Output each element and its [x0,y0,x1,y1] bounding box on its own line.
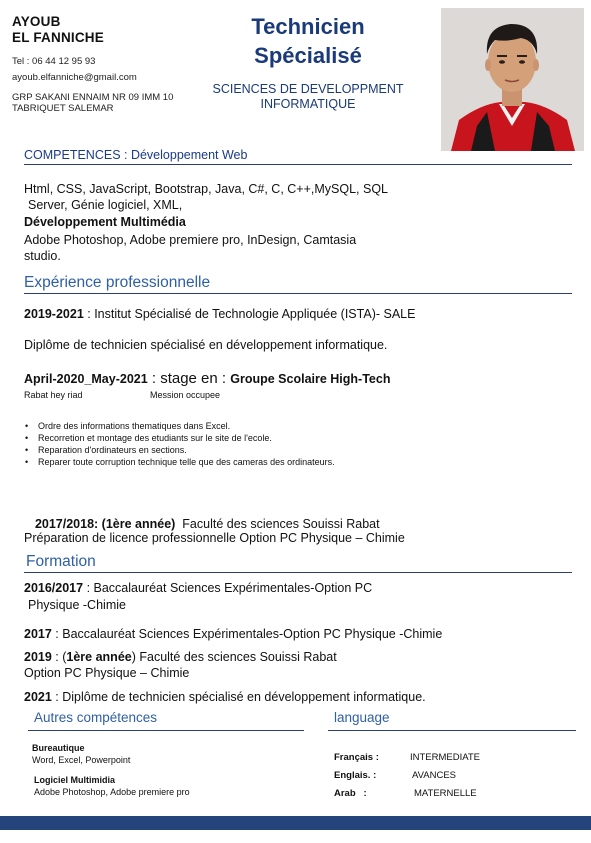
competences-line-4: studio. [24,249,61,263]
language-heading: language [334,710,390,725]
autres-heading: Autres compétences [34,710,158,725]
skill-2-value: Adobe Photoshop, Adobe premiere pro [34,787,190,797]
language-2-name: Englais. : [334,770,377,781]
job-title-line-1: Technicien [251,14,365,39]
list-item: • Ordre des informations thematiques dans Excel. [24,420,335,432]
formation-2-text: : Baccalauréat Sciences Expérimentales-Option PC Physique -Chimie [51,627,443,641]
formation-3-mid: : ( [51,650,67,664]
formation-3-text: ) Faculté des sciences Souissi Rabat [131,650,337,664]
experience-2-dates: April-2020_May-2021 [24,372,148,386]
competences-line-1: Html, CSS, JavaScript, Bootstrap, Java, C#, C, C++,MySQL, SQL [24,182,389,196]
formation-4-years: 2021 [24,690,52,704]
formation-1 [24,580,372,596]
name-last: EL FANNICHE [12,30,104,45]
experience-3-desc: Préparation de licence professionnelle Option PC Physique – Chimie [24,531,405,545]
formation-3-years: 2019 [24,650,52,664]
address-line-2: TABRIQUET SALEMAR [12,103,114,114]
experience-1-years: 2019-2021 [24,307,84,321]
competences-rule [24,164,572,165]
address-line-1: GRP SAKANI ENNAIM NR 09 IMM 10 [12,92,174,103]
formation-2-years: 2017 [24,627,52,641]
experience-2-mission: Mession occupee [150,390,221,400]
language-3-name: Arab : [334,788,367,799]
formation-4 [24,689,426,705]
formation-1-text: : Baccalauréat Sciences Expérimentales-Option PC [83,581,373,595]
formation-1-text-2: Physique -Chimie [28,598,126,612]
language-2-level: AVANCES [412,770,456,781]
experience-2-org: Groupe Scolaire High-Tech [230,372,391,386]
experience-1-desc: Diplôme de technicien spécialisé en développement informatique. [24,338,388,352]
formation-3-bold: 1ère année [66,650,132,664]
competences-heading: COMPETENCES : Développement Web [24,148,248,162]
list-item: • Reparation d'ordinateurs en sections. [24,444,335,456]
language-1-level: INTERMEDIATE [410,752,481,763]
formation-1-years: 2016/2017 [24,581,84,595]
experience-2-bullets [24,420,335,468]
list-item: • Reparer toute corruption technique telle que des cameras des ordinateurs. [24,456,335,468]
phone: Tel : 06 44 12 95 93 [12,56,96,67]
candidate-name [12,14,104,46]
autres-rule [28,730,304,731]
formation-rule [24,572,572,573]
formation-4-text: : Diplôme de technicien spécialisé en développement informatique. [51,690,426,704]
language-3-level: MATERNELLE [414,788,477,799]
profile-photo-illustration [441,8,584,151]
language-1-name: Français : [334,752,379,763]
name-first: AYOUB [12,14,61,29]
job-title [196,12,420,70]
experience-2-location: Rabat hey riad [24,390,83,400]
experience-rule [24,293,572,294]
job-subtitle [196,82,420,112]
experience-heading: Expérience professionnelle [24,274,211,291]
multimedia-heading: Développement Multimédia [24,215,186,229]
skill-2-label: Logiciel Multimidia [34,775,116,785]
footer-bar [0,816,591,830]
email: ayoub.elfanniche@gmail.com [12,72,137,83]
list-item: • Recorretion et montage des etudiants sur le site de l'ecole. [24,432,335,444]
experience-1-text: : Institut Spécialisé de Technologie Appliquée (ISTA)- SALE [83,307,416,321]
job-subtitle-line-2: INFORMATIQUE [260,97,356,111]
profile-photo [441,8,584,151]
experience-3-text: Faculté des sciences Souissi Rabat [175,517,380,531]
experience-3-years: 2017/2018: (1ère année) [34,517,176,531]
experience-2-mid: : stage en : [147,370,231,387]
formation-2 [24,626,442,642]
competences-line-3: Adobe Photoshop, Adobe premiere pro, InDesign, Camtasia [24,233,357,247]
formation-3-text-2: Option PC Physique – Chimie [24,666,190,680]
experience-2 [24,370,390,388]
experience-1 [24,306,415,322]
formation-3 [24,649,337,665]
skill-1-value: Word, Excel, Powerpoint [32,755,131,765]
skill-1-label: Bureautique [32,743,85,753]
job-title-line-2: Spécialisé [254,43,362,68]
formation-heading: Formation [26,553,96,570]
competences-line-2: Server, Génie logiciel, XML, [28,198,183,212]
experience-3 [28,500,380,532]
language-rule [328,730,576,731]
job-subtitle-line-1: SCIENCES DE DEVELOPPMENT [212,82,404,96]
